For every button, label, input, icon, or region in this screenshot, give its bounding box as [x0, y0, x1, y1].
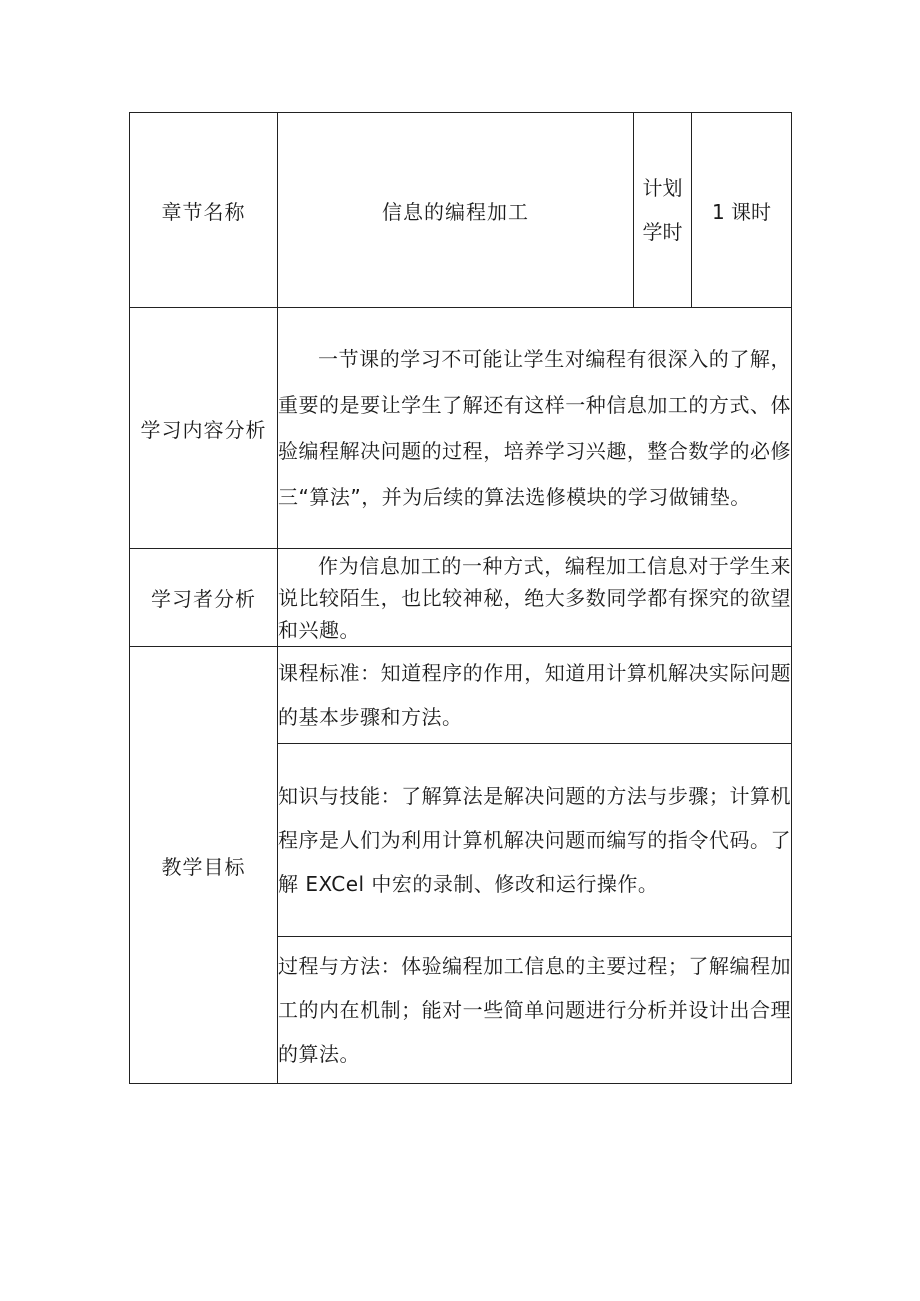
- learner-analysis-row: [130, 549, 792, 647]
- goal-item: [278, 647, 791, 743]
- learner-analysis-text: 作为信息加工的一种方式，编程加工信息对于学生来说比较陌生，也比较神秘，绝大多数同学都有探究的欲望和兴趣。: [278, 549, 792, 647]
- lesson-plan-table: [129, 112, 792, 1084]
- content-analysis-text: 一节课的学习不可能让学生对编程有很深入的了解，重要的是要让学生了解还有这样一种信息加工的方式、体验编程解决问题的过程，培养学习兴趣，整合数学的必修三“算法”，并为后续的算法选修模块的学习做铺垫。: [278, 308, 792, 549]
- chapter-title: 信息的编程加工: [278, 113, 634, 308]
- goal-process-methods: 过程与方法：体验编程加工信息的主要过程；了解编程加工的内在机制；能对一些简单问题进行分析并设计出合理的算法。: [278, 936, 791, 1083]
- chapter-row: [130, 113, 792, 308]
- planned-hours-value: 1 课时: [692, 113, 792, 308]
- teaching-goals-label: 教学目标: [130, 647, 278, 1084]
- goal-curriculum-standard: 课程标准：知道程序的作用，知道用计算机解决实际问题的基本步骤和方法。: [278, 660, 791, 729]
- goal-item: [278, 936, 791, 1083]
- teaching-goals-list: [278, 647, 791, 1083]
- goal-knowledge-skills: 知识与技能：了解算法是解决问题的方法与步骤；计算机程序是人们为利用计算机解决问题而编写的指令代码。了解 EXCel 中宏的录制、修改和运行操作。: [278, 743, 791, 936]
- content-analysis-label: 学习内容分析: [130, 308, 278, 549]
- chapter-label: 章节名称: [130, 113, 278, 308]
- planned-hours-label-line2: 学时: [642, 220, 683, 244]
- planned-hours-label: [634, 113, 692, 308]
- teaching-goals-row: [130, 647, 792, 1084]
- goal-item: [278, 743, 791, 936]
- content-analysis-row: [130, 308, 792, 549]
- planned-hours-label-line1: 计划: [642, 176, 683, 200]
- teaching-goals-cell: [278, 647, 792, 1084]
- learner-analysis-label: 学习者分析: [130, 549, 278, 647]
